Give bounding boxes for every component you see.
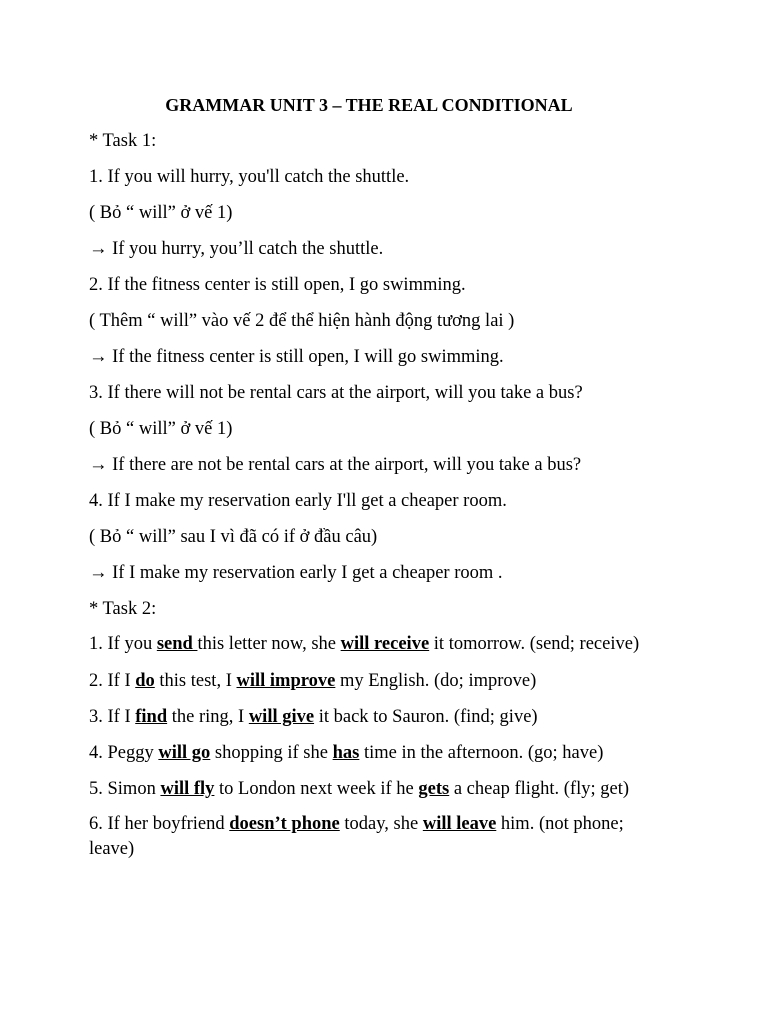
task1-item-1-sentence: 1. If you will hurry, you'll catch the shuttle. bbox=[89, 167, 410, 187]
task2-item-6 bbox=[89, 812, 649, 862]
task2-item-6-text-c: today, she bbox=[339, 814, 423, 834]
task2-item-6-text-a: 6. If her boyfriend bbox=[89, 814, 230, 834]
task2-item-2-text-e: my English. (do; improve) bbox=[335, 671, 537, 691]
task1-item-3-sentence: 3. If there will not be rental cars at the airport, will you take a bus? bbox=[89, 383, 583, 403]
task2-item-1-text-c: this letter now, she bbox=[197, 634, 341, 654]
task2-item-3-text-a: 3. If I bbox=[89, 707, 136, 727]
task1-item-4-note: ( Bỏ “ will” sau I vì đã có if ở đầu câu) bbox=[89, 527, 378, 547]
task2-item-3 bbox=[89, 704, 649, 730]
task2-item-5-answer-1: will fly bbox=[160, 779, 215, 799]
task2-item-3-text-c: the ring, I bbox=[167, 707, 249, 727]
task2-item-6-answer-1: doesn’t phone bbox=[229, 814, 340, 834]
task2-item-4-text-e: time in the afternoon. (go; have) bbox=[359, 743, 604, 763]
task1-item-4-sentence: 4. If I make my reservation early I'll get a cheaper room. bbox=[89, 491, 507, 511]
task2-item-5 bbox=[89, 776, 649, 802]
task2-item-3-answer-2: will give bbox=[248, 707, 315, 727]
task1-item-3-note: ( Bỏ “ will” ở vế 1) bbox=[89, 419, 233, 439]
task2-item-5-text-e: a cheap flight. (fly; get) bbox=[449, 779, 630, 799]
task2-item-1 bbox=[89, 632, 649, 657]
task1-item-4-correction: → If I make my reservation early I get a cheaper room . bbox=[89, 563, 503, 583]
task2-item-2 bbox=[89, 668, 649, 694]
document-title: GRAMMAR UNIT 3 – THE REAL CONDITIONAL bbox=[165, 95, 573, 115]
task2-item-1-text-e: it tomorrow. (send; receive) bbox=[429, 634, 640, 654]
document-page bbox=[89, 92, 649, 873]
task2-item-3-answer-1: find bbox=[135, 707, 168, 727]
task2-item-4 bbox=[89, 740, 649, 766]
task1-item-3-correction: → If there are not be rental cars at the airport, will you take a bus? bbox=[89, 455, 582, 475]
task2-item-5-text-a: 5. Simon bbox=[89, 779, 161, 799]
task1-item-2-note: ( Thêm “ will” vào vế 2 để thể hiện hành động tương lai ) bbox=[89, 311, 515, 331]
task2-item-1-answer-2: will receive bbox=[340, 634, 430, 654]
task2-item-2-text-a: 2. If I bbox=[89, 671, 136, 691]
task2-item-4-text-c: shopping if she bbox=[210, 743, 333, 763]
task2-item-4-text-a: 4. Peggy bbox=[89, 743, 159, 763]
task2-heading: * Task 2: bbox=[89, 599, 157, 619]
task2-item-2-answer-1: do bbox=[135, 671, 155, 691]
task2-item-5-answer-2: gets bbox=[418, 779, 450, 799]
task2-item-6-text-e: him. (not phone; leave) bbox=[89, 814, 624, 859]
task1-item-2-correction: → If the fitness center is still open, I will go swimming. bbox=[89, 347, 504, 367]
task2-item-4-answer-1: will go bbox=[158, 743, 211, 763]
task2-item-5-text-c: to London next week if he bbox=[214, 779, 419, 799]
task2-item-1-text-a: 1. If you bbox=[89, 634, 157, 654]
task2-item-1-answer-1: send bbox=[156, 634, 198, 654]
task2-item-2-text-c: this test, I bbox=[154, 671, 237, 691]
task2-item-3-text-e: it back to Sauron. (find; give) bbox=[314, 707, 538, 727]
task1-heading: * Task 1: bbox=[89, 131, 157, 151]
task1-item-1-note: ( Bỏ “ will” ở vế 1) bbox=[89, 203, 233, 223]
task1-item-1-correction: → If you hurry, you’ll catch the shuttle. bbox=[89, 239, 384, 259]
task1-item-2-sentence: 2. If the fitness center is still open, I go swimming. bbox=[89, 275, 466, 295]
task2-item-2-answer-2: will improve bbox=[236, 671, 336, 691]
task2-item-4-answer-2: has bbox=[332, 743, 360, 763]
task2-item-6-answer-2: will leave bbox=[422, 814, 497, 834]
